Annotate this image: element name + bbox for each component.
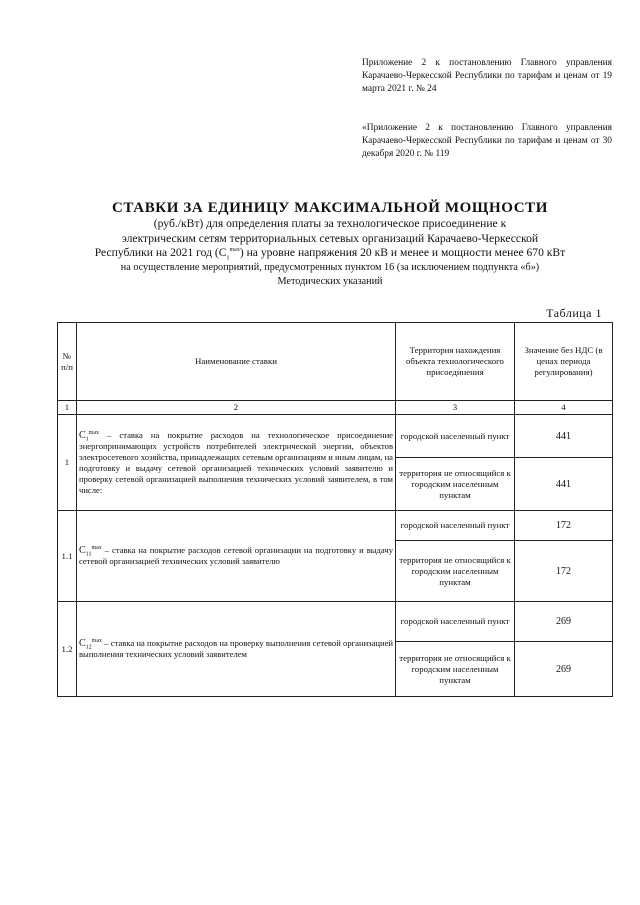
value-urban: 172 (515, 511, 613, 541)
value-rural: 441 (515, 458, 613, 511)
title-line-4: на осуществление мероприятий, предусмотренных пунктом 16 (за исключением подпункта «б») (120, 261, 540, 273)
title-line-3 (40, 246, 620, 261)
column-number: 2 (77, 401, 396, 415)
column-number: 4 (515, 401, 613, 415)
header-num: № п/п (58, 323, 77, 401)
rate-symbol-sup: max (91, 545, 102, 552)
rate-symbol-sup: max (91, 638, 103, 645)
rate-symbol-sub: 12 (85, 644, 92, 651)
rate-symbol-sub: 11 (85, 551, 92, 558)
title-line-3-post: ) на уровне напряжения 20 кВ и менее и мощности менее 670 кВт (239, 246, 566, 259)
header-name: Наименование ставки (77, 323, 396, 401)
rate-text: – ставка на покрытие расходов на технологическое присоединение энергопринимающих устройств потребителей электрической энергии, объектов электросетевого хозяйства, принадлежащих сетевым организациям и иным лицам, на подготовку и выдачу сетевой организацией технических условий заявителю и проверку сетевой организацией выполнения технических условий заявителем, в том числе: (79, 429, 393, 495)
table-row (58, 511, 613, 541)
rate-symbol-sup: max (88, 429, 100, 436)
value-rural: 269 (515, 642, 613, 697)
row-number: 1.2 (58, 602, 77, 697)
appendix-previous-reference: «Приложение 2 к постановлению Главного управления Карачаево-Черкесской Республики по тарифам и ценам от 30 декабря 2020 г. № 119 (362, 123, 612, 159)
title-line-3-pre: Республики на 2021 год (C (94, 246, 227, 259)
table-row (58, 415, 613, 458)
territory-rural: территория не относящийся к городским населенным пунктам (396, 458, 515, 511)
rate-symbol: C (79, 638, 86, 649)
rate-description (77, 511, 396, 602)
value-rural: 172 (515, 541, 613, 602)
territory-urban: городской населенный пункт (396, 415, 515, 458)
column-number: 1 (58, 401, 77, 415)
row-number: 1.1 (58, 511, 77, 602)
title-line-2: электрическим сетям территориальных сетевых организаций Карачаево-Черкесской (121, 231, 539, 245)
territory-urban: городской населенный пункт (396, 602, 515, 642)
rate-description (77, 602, 396, 697)
value-urban: 441 (515, 415, 613, 458)
rate-symbol: C (79, 429, 86, 441)
rate-text: – ставка на покрытие расходов на проверку выполнения сетевой организацией выполнения технических условий заявителем (79, 638, 393, 659)
document-title (40, 199, 620, 289)
rate-text: – ставка на покрытие расходов сетевой организации на подготовку и выдачу сетевой организацией технических условий заявителю (79, 545, 393, 566)
column-number: 3 (396, 401, 515, 415)
rate-symbol-sub: 1 (85, 436, 89, 443)
territory-rural: территория не относящийся к городским населенным пунктам (396, 541, 515, 602)
title-line-5: Методических указаний (277, 275, 383, 287)
rate-description (77, 415, 396, 511)
table-label: Таблица 1 (546, 306, 602, 320)
title-line-1: (руб./кВт) для определения платы за технологическое присоединение к (153, 217, 507, 230)
territory-urban: городской населенный пункт (396, 511, 515, 541)
rates-table (57, 322, 613, 697)
title-symbol-sup: max (229, 247, 240, 254)
rate-symbol: C (79, 545, 86, 556)
title-main: СТАВКИ ЗА ЕДИНИЦУ МАКСИМАЛЬНОЙ МОЩНОСТИ (111, 200, 549, 216)
territory-rural: территория не относящийся к городским населенным пунктам (396, 642, 515, 697)
value-urban: 269 (515, 602, 613, 642)
header-value: Значение без НДС (в ценах периода регулирования) (515, 323, 613, 401)
header-territory: Территория нахождения объекта технологического присоединения (396, 323, 515, 401)
appendix-current-reference: Приложение 2 к постановлению Главного управления Карачаево-Черкесской Республики по тарифам и ценам от 19 марта 2021 г. № 24 (362, 58, 612, 94)
column-number-row (58, 401, 613, 415)
table-header-row (58, 323, 613, 401)
title-symbol-sub: 1 (226, 255, 230, 262)
row-number: 1 (58, 415, 77, 511)
table-row (58, 602, 613, 642)
